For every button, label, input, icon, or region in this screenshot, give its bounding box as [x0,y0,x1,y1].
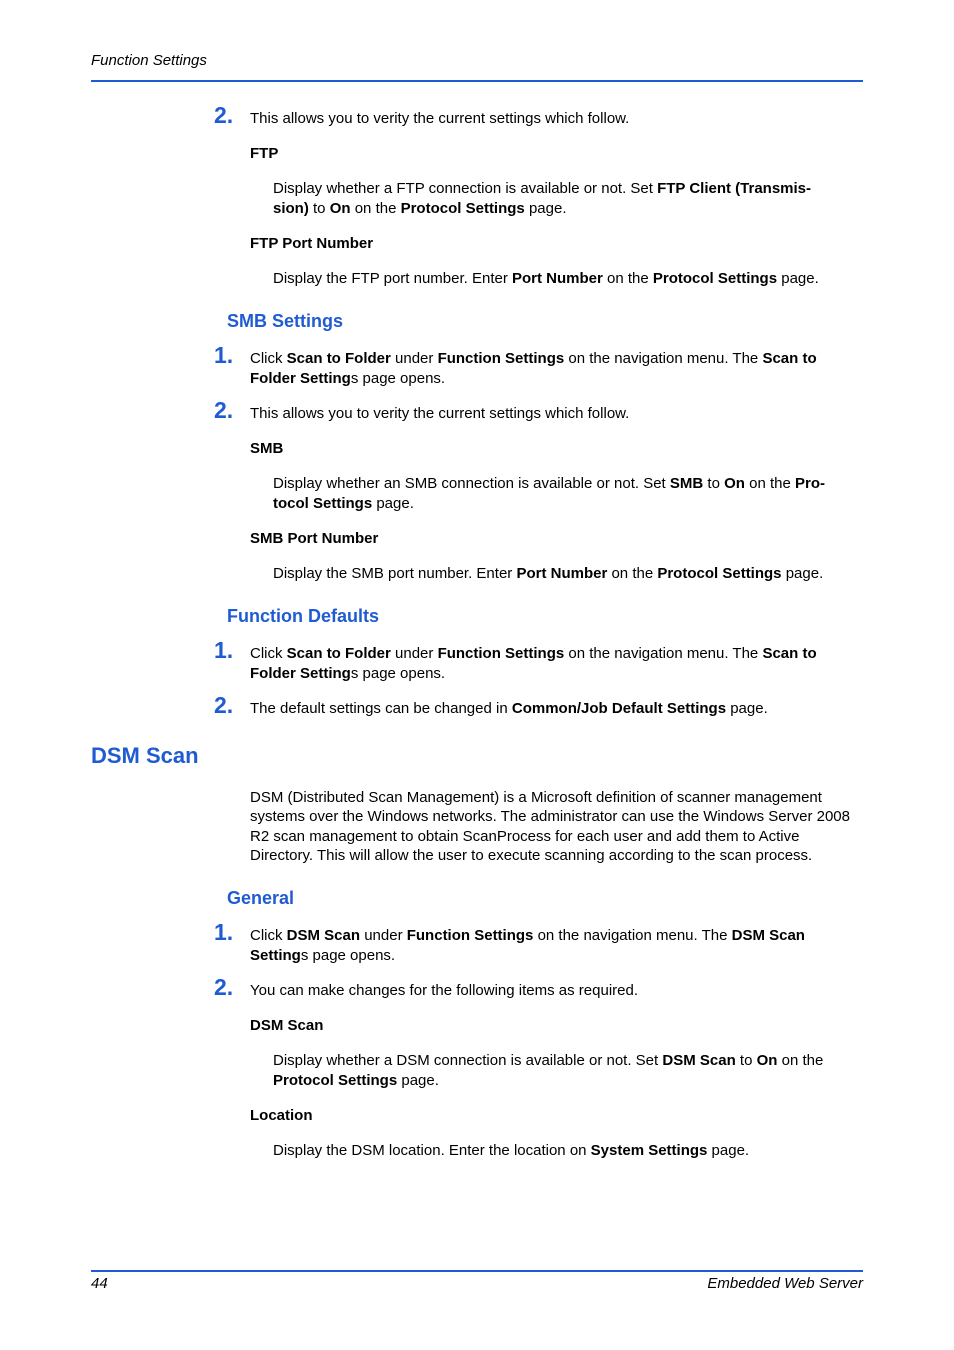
heading-dsm-scan: DSM Scan [91,743,199,768]
header-rule [91,80,863,82]
step-number: 1. [214,637,234,663]
step-text: Click DSM Scan under Function Settings on the navigation menu. The DSM Scan Settings page opens. [250,927,805,964]
footer-doc-title: Embedded Web Server [707,1275,863,1292]
step-number: 2. [214,974,234,1000]
dsm-intro-paragraph: DSM (Distributed Scan Management) is a Microsoft definition of scanner management systems over the Windows networks. The administrator can use the Windows Server 2008 R2 scan management to obtain ScanProcess for each user and add them to Active Directory. This will allow the user to execute scanning according to the scan process. [250,789,850,864]
footer-rule [91,1270,863,1272]
step-text: This allows you to verity the current settings which follow. [250,110,630,127]
step-text: Click Scan to Folder under Function Settings on the navigation menu. The Scan to Folder Settings page opens. [250,645,817,682]
page-number: 44 [91,1275,108,1292]
definition-location: Display the DSM location. Enter the location on System Settings page. [273,1142,750,1159]
term-smb: SMB [250,440,284,457]
definition-dsm-scan: Display whether a DSM connection is available or not. Set DSM Scan to On on the Protocol Settings page. [273,1052,824,1089]
definition-smb-port-number: Display the SMB port number. Enter Port Number on the Protocol Settings page. [273,565,824,582]
definition-ftp: Display whether a FTP connection is available or not. Set FTP Client (Transmis- sion) to On on the Protocol Settings page. [273,180,812,217]
heading-smb-settings: SMB Settings [227,311,344,331]
heading-general: General [227,888,295,908]
term-location: Location [250,1107,313,1124]
definition-smb: Display whether an SMB connection is available or not. Set SMB to On on the Pro- tocol Settings page. [273,475,825,512]
step-text: This allows you to verity the current settings which follow. [250,405,630,422]
step-number: 1. [214,342,234,368]
definition-ftp-port-number: Display the FTP port number. Enter Port Number on the Protocol Settings page. [273,270,819,287]
running-header: Function Settings [91,52,207,69]
heading-function-defaults: Function Defaults [227,606,379,626]
term-smb-port-number: SMB Port Number [250,530,379,547]
step-text: You can make changes for the following items as required. [250,982,639,999]
step-number: 2. [214,102,234,128]
term-dsm-scan: DSM Scan [250,1017,324,1034]
step-text: The default settings can be changed in Common/Job Default Settings page. [250,700,768,717]
step-text: Click Scan to Folder under Function Settings on the navigation menu. The Scan to Folder Settings page opens. [250,350,817,387]
step-number: 1. [214,919,234,945]
term-ftp-port-number: FTP Port Number [250,235,374,252]
term-ftp: FTP [250,145,279,162]
step-number: 2. [214,692,234,718]
step-number: 2. [214,397,234,423]
